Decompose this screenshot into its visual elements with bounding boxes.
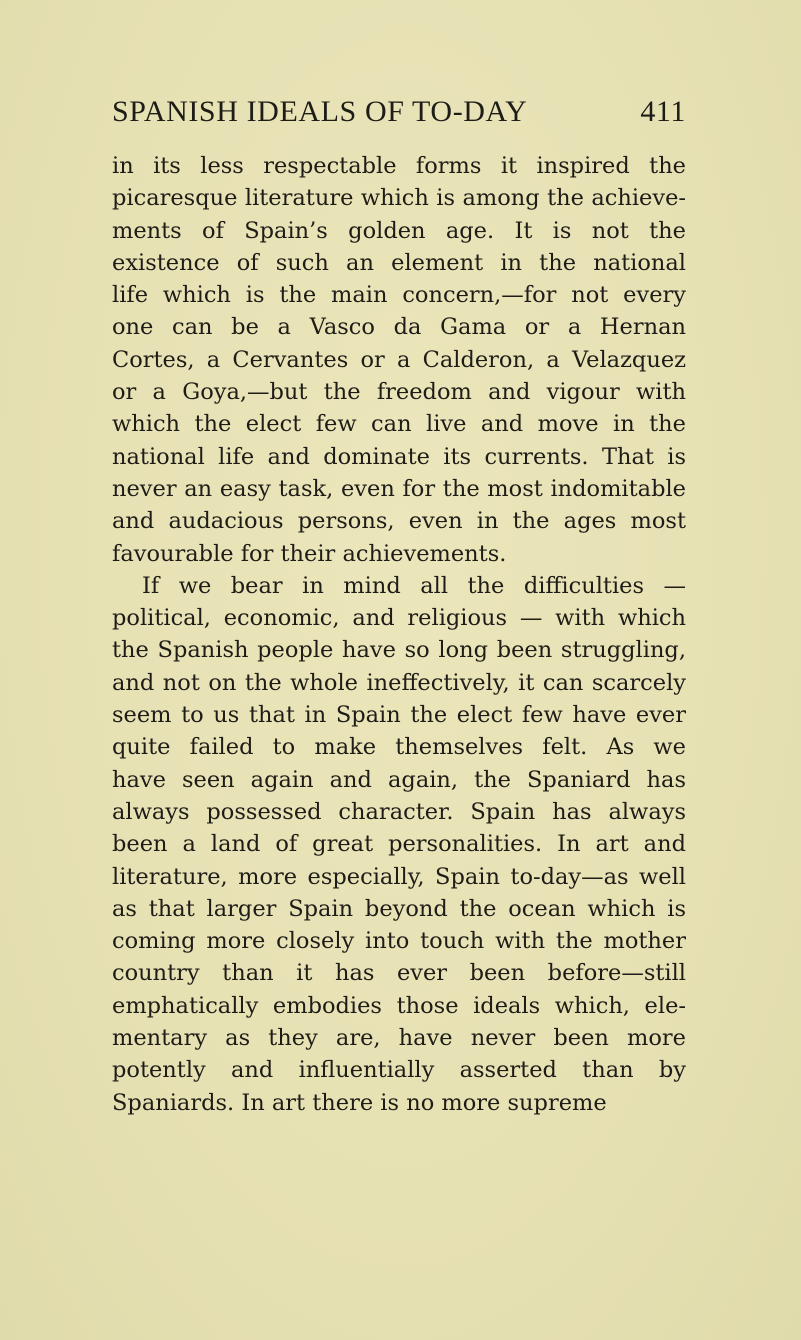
text-line: existence of such an element in the national [112,249,686,276]
text-line: as that larger Spain beyond the ocean which is [112,895,686,922]
text-line: always possessed character. Spain has always [112,798,686,825]
text-line: national life and dominate its currents. That is [112,443,686,470]
text-line: been a land of great personalities. In art and [112,831,686,858]
running-head [112,92,686,132]
text-line: potently and influentially asserted than by [112,1057,686,1084]
text-line: one can be a Vasco da Gama or a Hernan [112,314,686,341]
text-line: seem to us that in Spain the elect few have ever [112,702,686,729]
text-line: Cortes, a Cervantes or a Calderon, a Velazquez [112,346,686,373]
text-line: in its less respectable forms it inspired the [112,153,686,179]
text-line: and audacious persons, even in the ages most [112,508,686,535]
body-text [112,150,686,1119]
text-line: Spaniards. In art there is no more supreme [112,1089,607,1116]
text-line: emphatically embodies those ideals which, ele- [112,992,686,1019]
text-line: have seen again and again, the Spaniard has [112,766,686,793]
text-line: never an easy task, even for the most indomitable [112,475,686,502]
text-line: If we bear in mind all the difficulties — [142,572,686,599]
text-line: quite failed to make themselves felt. As we [112,734,686,761]
page-number: 411 [640,95,686,128]
text-line: ments of Spain’s golden age. It is not the [112,217,686,244]
text-line: literature, more especially, Spain to-day—as well [112,863,686,890]
text-line: coming more closely into touch with the mother [112,928,686,955]
text-line: life which is the main concern,—for not every [112,282,686,309]
text-line: and not on the whole ineffectively, it can scarcely [112,669,686,696]
text-line: country than it has ever been before—still [112,960,686,987]
text-line: favourable for their achievements. [112,540,507,567]
text-line: the Spanish people have so long been struggling, [112,637,686,664]
text-line: political, economic, and religious — with which [112,605,686,632]
text-line: picaresque literature which is among the achieve- [112,185,686,212]
text-line: or a Goya,—but the freedom and vigour with [112,379,686,406]
text-line: mentary as they are, have never been more [112,1025,686,1052]
running-title: SPANISH IDEALS OF TO-DAY [112,95,528,128]
text-line: which the elect few can live and move in the [112,411,686,438]
